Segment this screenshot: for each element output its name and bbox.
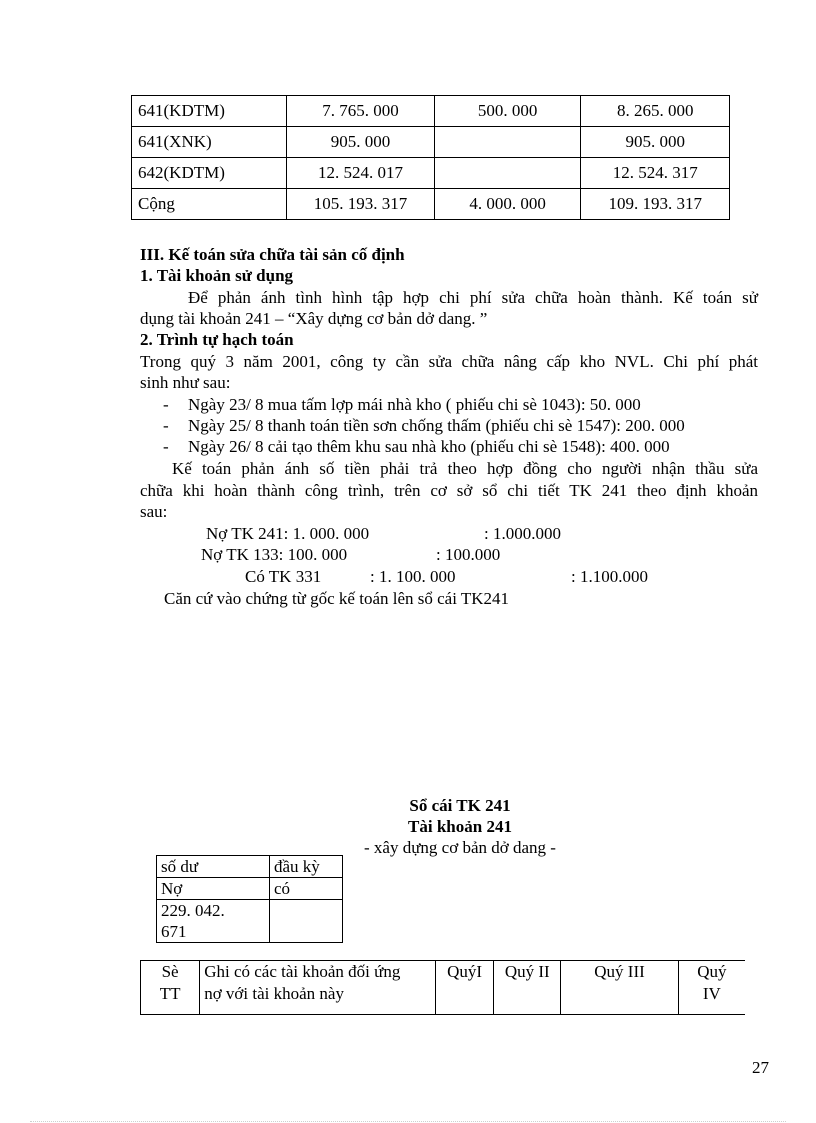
- entry-value: : 1.000.000: [484, 524, 561, 543]
- entry-label: Nợ TK 241: 1. 000. 000: [206, 524, 370, 543]
- table-cell: 105. 193. 317: [287, 189, 435, 220]
- table-cell: số dư: [157, 856, 270, 878]
- entry-label: Có TK 331: [245, 567, 322, 586]
- table-cell: 12. 524. 317: [581, 158, 730, 189]
- bullet-dash: -: [163, 395, 169, 414]
- paragraph-line: dụng tài khoản 241 – “Xây dựng cơ bản dở dang. ”: [140, 309, 488, 328]
- entry-value: : 100.000: [436, 545, 501, 564]
- paragraph-line: chữa khi hoàn thành công trình, trên cơ sở sổ chi tiết TK 241 theo định khoản: [140, 481, 758, 500]
- table-row: [132, 127, 730, 158]
- paragraph-line: sau:: [140, 502, 168, 521]
- table-row: [157, 856, 343, 878]
- balance-table: [156, 855, 343, 943]
- balance-value-line: 229. 042.: [161, 901, 225, 920]
- balance-value-line: 671: [161, 922, 187, 941]
- table-cell: [494, 961, 561, 1015]
- table-cell: 109. 193. 317: [581, 189, 730, 220]
- table-cell: 905. 000: [287, 127, 435, 158]
- table-cell: 500. 000: [434, 96, 581, 127]
- header-line: nợ với tài khoản này: [204, 984, 344, 1003]
- header-line: IV: [702, 984, 721, 1003]
- table-cell: 905. 000: [581, 127, 730, 158]
- section-title: III. Kế toán sửa chữa tài sản cố định: [140, 245, 405, 264]
- table-cell: [141, 961, 200, 1015]
- summary-table: [131, 95, 730, 220]
- header-line: Quý III: [594, 962, 645, 981]
- header-line: TT: [159, 984, 181, 1003]
- table-row: [132, 189, 730, 220]
- list-item: [163, 394, 641, 415]
- entry-mid: : 1. 100. 000: [370, 567, 456, 586]
- table-cell: [434, 158, 581, 189]
- table-cell: [157, 900, 270, 943]
- ledger-subtitle: - xây dựng cơ bản dở dang -: [364, 838, 556, 857]
- table-cell: Nợ: [157, 878, 270, 900]
- ledger-table: [140, 960, 745, 1015]
- table-cell: có: [270, 878, 343, 900]
- list-item-text: Ngày 26/ 8 cải tạo thêm khu sau nhà kho (phiếu chi sè 1548): 400. 000: [188, 437, 670, 456]
- table-cell: đầu kỳ: [270, 856, 343, 878]
- table-cell: [435, 961, 493, 1015]
- table-row: [132, 96, 730, 127]
- header-line: Quý: [697, 962, 727, 981]
- paragraph-line: Căn cứ vào chứng từ gốc kế toán lên sổ cái TK241: [164, 589, 510, 608]
- table-cell: 4. 000. 000: [434, 189, 581, 220]
- ledger-title: Sổ cái TK 241: [409, 796, 511, 815]
- table-cell: 641(XNK): [132, 127, 287, 158]
- header-line: Ghi có các tài khoản đối ứng: [204, 962, 401, 981]
- page-number: 27: [752, 1058, 769, 1077]
- paragraph-line: Để phản ánh tình hình tập hợp chi phí sửa chữa hoàn thành. Kế toán sử: [188, 288, 758, 307]
- table-cell: [434, 127, 581, 158]
- subsection-title-1: 1. Tài khoản sử dụng: [140, 266, 294, 285]
- ledger-account: Tài khoản 241: [408, 817, 512, 836]
- table-cell: 12. 524. 017: [287, 158, 435, 189]
- list-item: [163, 415, 685, 436]
- paragraph-line: sinh như sau:: [140, 373, 231, 392]
- table-cell: Cộng: [132, 189, 287, 220]
- header-line: QuýI: [447, 962, 483, 981]
- table-cell: 8. 265. 000: [581, 96, 730, 127]
- table-row: [157, 900, 343, 943]
- table-cell: 642(KDTM): [132, 158, 287, 189]
- list-item: [163, 436, 670, 457]
- list-item-text: Ngày 23/ 8 mua tấm lợp mái nhà kho ( phiếu chi sè 1043): 50. 000: [188, 395, 641, 414]
- bullet-dash: -: [163, 416, 169, 435]
- paragraph-line: Kế toán phản ánh số tiền phải trả theo hợp đồng cho người nhận thầu sửa: [172, 459, 758, 478]
- bullet-dash: -: [163, 437, 169, 456]
- table-cell: [200, 961, 436, 1015]
- paragraph-line: Trong quý 3 năm 2001, công ty cần sửa chữa nâng cấp kho NVL. Chi phí phát: [140, 352, 758, 371]
- table-row: [132, 158, 730, 189]
- header-line: Sè: [161, 962, 179, 981]
- table-cell: 7. 765. 000: [287, 96, 435, 127]
- subsection-title-2: 2. Trình tự hạch toán: [140, 330, 294, 349]
- footer-divider: [30, 1121, 786, 1122]
- entry-value: : 1.100.000: [571, 567, 648, 586]
- table-cell: 641(KDTM): [132, 96, 287, 127]
- table-cell: [678, 961, 745, 1015]
- header-line: Quý II: [504, 962, 550, 981]
- table-cell: [561, 961, 678, 1015]
- table-row: [141, 961, 746, 1015]
- entry-label: Nợ TK 133: 100. 000: [201, 545, 348, 564]
- table-row: [157, 878, 343, 900]
- list-item-text: Ngày 25/ 8 thanh toán tiền sơn chống thấm (phiếu chi sè 1547): 200. 000: [188, 416, 685, 435]
- table-cell: [270, 900, 343, 943]
